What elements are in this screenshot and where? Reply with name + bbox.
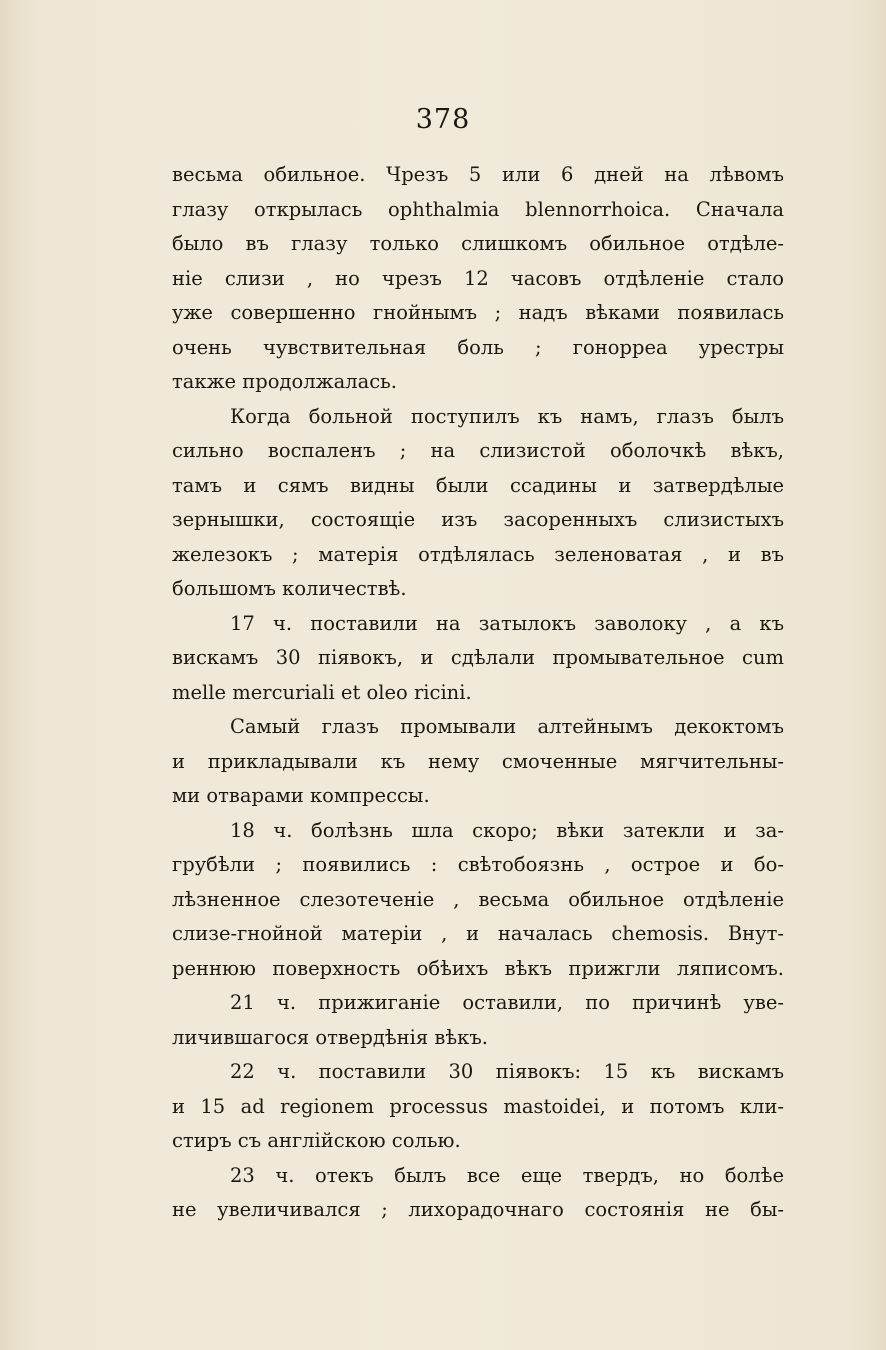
paragraph-first-line: Самый глазъ промывали алтейнымъ декоктомъ <box>230 715 784 738</box>
text-line: реннюю поверхность обѣихъ вѣкъ прижгли ляписомъ. <box>172 956 784 980</box>
page-body-text <box>172 158 784 1228</box>
paragraph-end-line: стиръ съ англійскою солью. <box>172 1129 461 1152</box>
text-line: уже совершенно гнойнымъ ; надъ вѣками появилась <box>172 301 784 324</box>
text-line: зернышки, состоящіе изъ засоренныхъ слизистыхъ <box>172 508 784 531</box>
paragraph-end-line: melle mercuriali et oleo ricini. <box>172 680 472 704</box>
text-line: грубѣли ; появились : свѣтобоязнь , острое и бо- <box>172 853 784 876</box>
text-line: тамъ и сямъ видны были ссадины и затвердѣлые <box>172 473 784 497</box>
text-line: глазу открылась ophthalmia blennorrhoica. Сначала <box>172 197 784 221</box>
text-line: и прикладывали къ нему смоченные мягчительны- <box>172 749 784 773</box>
text-line: слизе-гнойной матеріи , и началась chemosis. Внут- <box>172 922 784 945</box>
text-line: не увеличивался ; лихорадочнаго состоянія не бы- <box>172 1198 784 1221</box>
paragraph-end-line: личившагося отвердѣнія вѣкъ. <box>172 1025 488 1049</box>
text-line: было въ глазу только слишкомъ обильное отдѣле- <box>172 232 784 255</box>
paragraph-end-line: ми отварами компрессы. <box>172 784 430 807</box>
paragraph-end-line: большомъ количествѣ. <box>172 577 407 600</box>
text-line: вискамъ 30 піявокъ, и сдѣлали промывательное cum <box>172 646 784 669</box>
paragraph-first-line: 18 ч. болѣзнь шла скоро; вѣки затекли и за- <box>230 818 784 842</box>
text-line: весьма обильное. Чрезъ 5 или 6 дней на лѣвомъ <box>172 163 784 186</box>
paragraph-first-line: 23 ч. отекъ былъ все еще твердъ, но болѣе <box>230 1163 784 1187</box>
text-line: ніе слизи , но чрезъ 12 часовъ отдѣленіе стало <box>172 266 784 290</box>
paragraph-end-line: также продолжалась. <box>172 370 397 393</box>
paragraph-first-line: 21 ч. прижиганіе оставили, по причинѣ уве- <box>230 991 784 1014</box>
text-line: очень чувствительная боль ; гонорреа урестры <box>172 335 784 359</box>
paragraph-first-line: 17 ч. поставили на затылокъ заволоку , а къ <box>230 611 784 635</box>
text-line: лѣзненное слезотеченіе , весьма обильное отдѣленіе <box>172 887 784 911</box>
paragraph-first-line: 22 ч. поставили 30 піявокъ: 15 къ вискамъ <box>230 1060 784 1083</box>
text-line: сильно воспаленъ ; на слизистой оболочкѣ вѣкъ, <box>172 439 784 462</box>
page-number: 378 <box>415 104 471 135</box>
paragraph-first-line: Когда больной поступилъ къ намъ, глазъ былъ <box>230 404 784 428</box>
text-line: железокъ ; матерія отдѣлялась зеленоватая , и въ <box>172 542 784 566</box>
text-line: и 15 ad regionem processus mastoidei, и потомъ кли- <box>172 1094 784 1118</box>
